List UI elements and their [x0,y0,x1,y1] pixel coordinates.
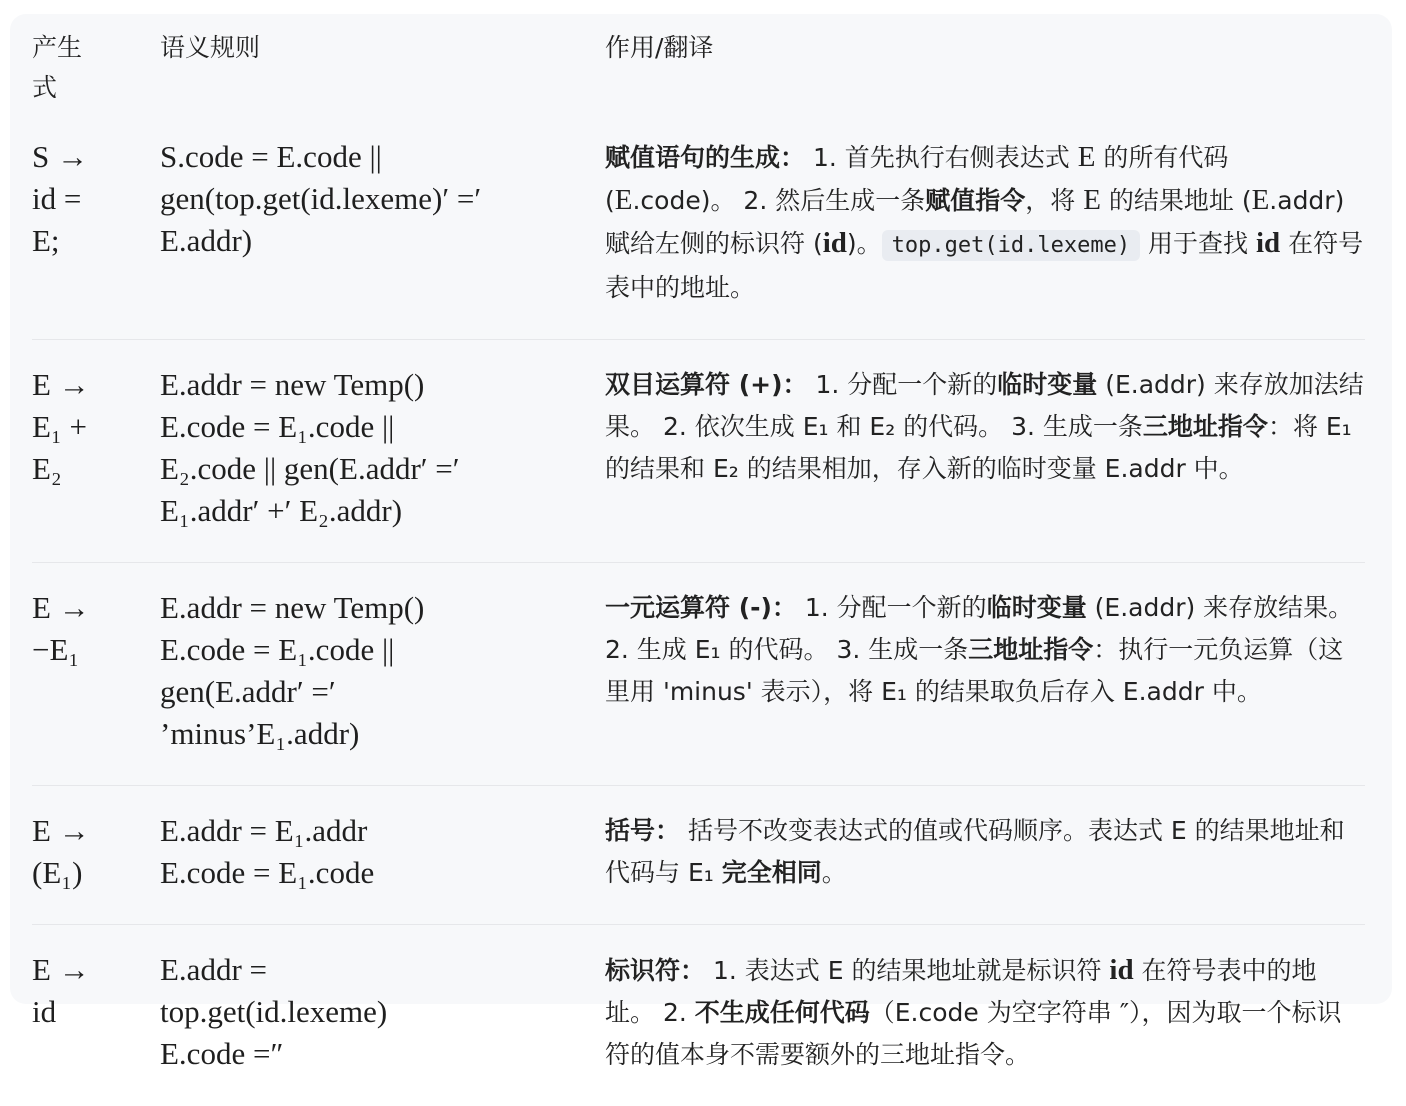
header-effect: 作用/翻译 [605,28,1365,136]
effect-cell: 标识符： 1. 表达式 E 的结果地址就是标识符 id 在符号表中的地址。 2. 不生成任何代码（E.code 为空字符串 ″），因为取一个标识符的值本身不需要额外的三地址指令。 [605,949,1365,1076]
table-row [32,136,1365,340]
effect-cell: 赋值语句的生成： 1. 首先执行右侧表达式 E 的所有代码 (E.code)。 2. 然后生成一条赋值指令，将 E 的结果地址 (E.addr) 赋给左侧的标识符 (id)。 top.get(id.lexeme) 用于查找 id 在符号表中的地址。 [605,136,1365,309]
production-cell: E → (E₁) [32,810,160,894]
header-row [32,28,1365,136]
production-cell: E → −E₁ [32,587,160,671]
effect-cell: 一元运算符 (-)： 1. 分配一个新的临时变量 (E.addr) 来存放结果。 2. 生成 E₁ 的代码。 3. 生成一条三地址指令：执行一元负运算（这里用 'minus' 表示），将 E₁ 的结果取负后存入 E.addr 中。 [605,587,1365,713]
table-row [32,925,1365,1106]
rule-cell: E.addr = E₁.addr E.code = E₁.code [160,810,605,894]
rule-cell: E.addr = top.get(id.lexeme) E.code =″ [160,949,605,1075]
production-cell: E → id [32,949,160,1033]
inline-code: top.get(id.lexeme) [882,230,1140,261]
table-row [32,786,1365,925]
sdt-table [32,28,1365,1106]
table-row [32,340,1365,563]
rule-cell: E.addr = new Temp() E.code = E₁.code || E₂.code || gen(E.addr′ =′ E₁.addr′ +′ E₂.addr) [160,364,605,532]
header-rule: 语义规则 [160,28,605,136]
rule-cell: E.addr = new Temp() E.code = E₁.code || gen(E.addr′ =′ ’minus’E₁.addr) [160,587,605,755]
production-cell: S → id = E; [32,136,160,262]
header-production: 产生 式 [32,28,160,136]
effect-cell: 双目运算符 (+)： 1. 分配一个新的临时变量 (E.addr) 来存放加法结果。 2. 依次生成 E₁ 和 E₂ 的代码。 3. 生成一条三地址指令：将 E₁ 的结果和 E₂ 的结果相加，存入新的临时变量 E.addr 中。 [605,364,1365,490]
table-panel [10,14,1392,1004]
table-row [32,563,1365,786]
production-cell: E → E₁ + E₂ [32,364,160,490]
effect-cell: 括号： 括号不改变表达式的值或代码顺序。表达式 E 的结果地址和代码与 E₁ 完全相同。 [605,810,1365,894]
rule-cell: S.code = E.code || gen(top.get(id.lexeme)′ =′ E.addr) [160,136,605,262]
